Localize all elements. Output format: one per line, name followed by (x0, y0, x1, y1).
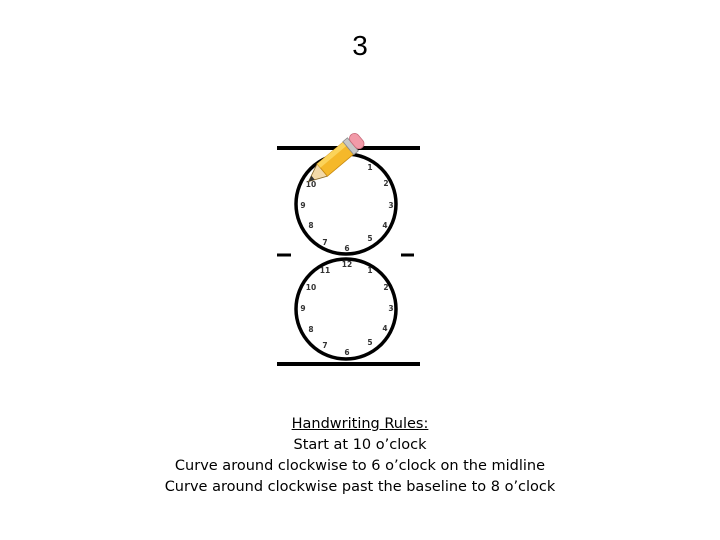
handwriting-rules (0, 414, 720, 498)
clock-number: 11 (319, 266, 331, 275)
bottom-clock-circle (296, 259, 396, 359)
clock-number: 2 (383, 179, 389, 188)
rule-line: Start at 10 o’clock (293, 437, 427, 453)
clock-number: 12 (341, 260, 353, 269)
bottom-clock-numbers (300, 260, 393, 357)
clock-number: 5 (367, 338, 373, 347)
pencil-icon (303, 131, 366, 188)
clock-number: 4 (382, 324, 388, 333)
rule-line: Curve around clockwise to 6 o’clock on the midline (174, 458, 546, 474)
clock-number: 10 (305, 283, 317, 292)
clock-number: 7 (322, 238, 328, 247)
clock-number: 8 (308, 221, 314, 230)
top-clock-circle (296, 154, 396, 254)
clock-number: 6 (344, 348, 350, 357)
slide-title: 3 (352, 30, 368, 61)
clock-number: 9 (300, 201, 306, 210)
clock-number: 6 (344, 244, 350, 253)
clock-number: 4 (382, 221, 388, 230)
clock-number: 1 (367, 266, 373, 275)
clock-number: 3 (388, 201, 394, 210)
rule-line: Curve around clockwise past the baseline to 8 o’clock (164, 479, 556, 495)
clock-number: 3 (388, 304, 394, 313)
clock-number: 9 (300, 304, 306, 313)
clock-number: 7 (322, 341, 328, 350)
clock-number: 10 (305, 180, 317, 189)
clock-number: 8 (308, 325, 314, 334)
clock-number: 2 (383, 283, 389, 292)
rules-heading: Handwriting Rules: (291, 416, 429, 432)
clock-number: 1 (367, 163, 373, 172)
clock-number: 5 (367, 234, 373, 243)
